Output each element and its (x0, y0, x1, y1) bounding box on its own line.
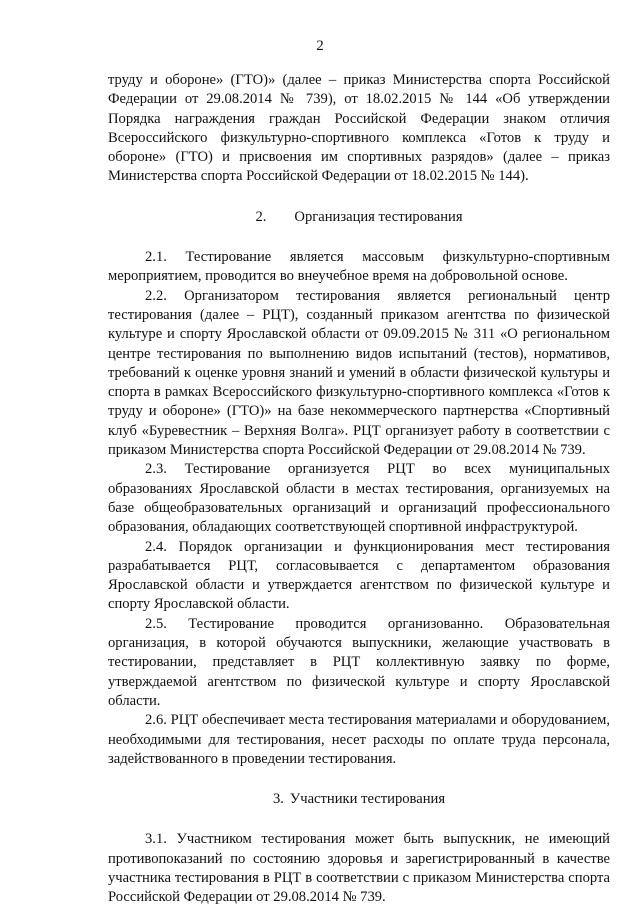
section-3-title: Участники тестирования (289, 791, 446, 808)
section-3-number: 3. (272, 791, 284, 808)
document-body (108, 71, 610, 908)
paragraph-2-4: 2.4. Порядок организации и функционирования мест тестирования разрабатывается РЦТ, согласовывается с департаментом образования Ярославской области и утверждается агентством по физической культуре и спорту Ярославской области. (108, 538, 610, 613)
page-number: 2 (316, 38, 324, 54)
paragraph-2-5: 2.5. Тестирование проводится организованно. Образовательная организация, в которой обучаются выпускники, желающие участвовать в тестировании, представляет в РЦТ коллективную заявку по форме, утверждаемой агентством по физической культуре и спорту Ярославской области. (108, 615, 610, 709)
section-3-heading (108, 790, 610, 809)
intro-paragraph: труду и обороне» (ГТО)» (далее – приказ Министерства спорта Российской Федерации от 29.08.2014 № 739), от 18.02.2015 № 144 «Об утверждении Порядка награждения граждан Российской Федерации знаком отличия Всероссийского физкультурно-спортивного комплекса «Готов к труду и обороне» (ГТО) и присвоения им спортивных разрядов» (далее – приказ Министерства спорта Российской Федерации от 18.02.2015 № 144). (108, 72, 610, 185)
section-2-number: 2. (255, 208, 267, 225)
paragraph-2-3: 2.3. Тестирование организуется РЦТ во всех муниципальных образованиях Ярославской области в местах тестирования, организуемых на базе общеобразовательных организаций и организаций профессионального образования, обладающих соответствующей спортивной инфраструктурой. (108, 461, 610, 536)
section-2-title: Организация тестирования (294, 208, 463, 225)
paragraph-2-1: 2.1. Тестирование является массовым физкультурно-спортивным мероприятием, проводится во внеучебное время на добровольной основе. (108, 249, 610, 285)
section-2-heading (108, 208, 610, 227)
paragraph-3-1: 3.1. Участником тестирования может быть выпускник, не имеющий противопоказаний по состоянию здоровья и зарегистрированный в качестве участника тестирования в РЦТ в соответствии с приказом Министерства спорта Российской Федерации от 29.08.2014 № 739. (108, 831, 610, 906)
paragraph-2-2: 2.2. Организатором тестирования является региональный центр тестирования (далее – РЦТ), созданный приказом агентства по физической культуре и спорту Ярославской области от 09.09.2015 № 311 «О региональном центре тестирования по выполнению видов испытаний (тестов), нормативов, требований к оценке уровня знаний и умений в области физической культуры и спорта в рамках Всероссийского физкультурно-спортивного комплекса «Готов к труду и обороне» (ГТО)» на базе некоммерческого партнерства «Спортивный клуб «Буревестник – Верхняя Волга». РЦТ организует работу в соответствии с приказом Министерства спорта Российской Федерации от 29.08.2014 № 739. (108, 287, 610, 459)
paragraph-2-6: 2.6. РЦТ обеспечивает места тестирования материалами и оборудованием, необходимыми для тестирования, несет расходы по оплате труда персонала, задействованного в проведении тестирования. (108, 712, 610, 767)
